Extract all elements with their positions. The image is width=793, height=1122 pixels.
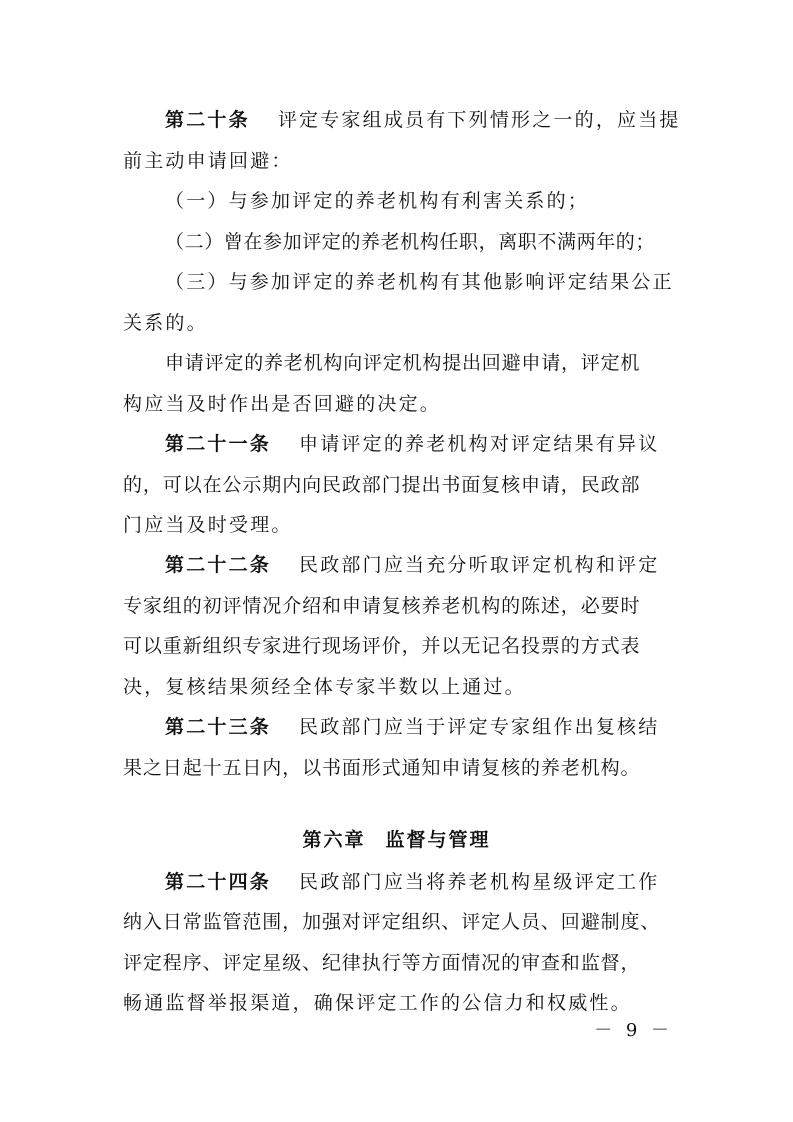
article-22-line-3: 可以重新组织专家进行现场评价，并以无记名投票的方式表	[123, 635, 641, 657]
article-21-line-1	[165, 432, 673, 456]
article-21-text-1: 申请评定的养老机构对评定结果有异议	[299, 433, 660, 455]
chapter-heading	[0, 828, 793, 852]
article-20-item-3b: 关系的。	[123, 312, 208, 334]
page-number: － 9 －	[594, 1020, 673, 1041]
article-20-item-3a: （三）与参加评定的养老机构有其他影响评定结果公正	[165, 271, 674, 293]
chapter-title: 监督与管理	[385, 829, 491, 851]
article-20-para-2a: 申请评定的养老机构向评定机构提出回避申请，评定机	[165, 352, 641, 374]
article-24-line-3: 评定程序、评定星级、纪律执行等方面情况的审查和监督，	[123, 952, 641, 974]
chapter-number: 第六章	[302, 829, 366, 851]
article-22-line-2: 专家组的初评情况介绍和申请复核养老机构的陈述，必要时	[123, 595, 641, 617]
article-24-heading: 第二十四条	[165, 871, 272, 893]
article-21-line-3: 门应当及时受理。	[123, 514, 293, 536]
article-23-line-1	[165, 715, 673, 739]
article-23-line-2: 果之日起十五日内，以书面形式通知申请复核的养老机构。	[123, 757, 641, 779]
article-20-item-2: （二）曾在参加评定的养老机构任职，离职不满两年的；	[165, 231, 656, 253]
article-20-text-1: 评定专家组成员有下列情形之一的，应当提	[277, 109, 681, 131]
article-20-para-2b: 构应当及时作出是否回避的决定。	[123, 393, 442, 415]
article-22-line-4: 决，复核结果须经全体专家半数以上通过。	[123, 676, 526, 698]
article-21-line-2: 的，可以在公示期内向民政部门提出书面复核申请，民政部	[123, 474, 641, 496]
article-22-line-1	[165, 553, 673, 577]
article-23-text-1: 民政部门应当于评定专家组作出复核结	[299, 716, 660, 738]
article-24-text-1: 民政部门应当将养老机构星级评定工作	[299, 871, 660, 893]
article-20-line-1	[165, 108, 681, 132]
article-24-line-4: 畅通监督举报渠道，确保评定工作的公信力和权威性。	[123, 992, 632, 1014]
article-23-heading: 第二十三条	[165, 716, 272, 738]
article-22-text-1: 民政部门应当充分听取评定机构和评定	[299, 554, 660, 576]
article-24-line-2: 纳入日常监管范围，加强对评定组织、评定人员、回避制度、	[123, 911, 661, 933]
article-21-heading: 第二十一条	[165, 433, 272, 455]
article-20-item-1: （一）与参加评定的养老机构有利害关系的；	[165, 190, 590, 212]
article-20-heading: 第二十条	[165, 109, 250, 131]
article-24-line-1	[165, 870, 673, 894]
article-20-line-2: 前主动申请回避：	[123, 150, 293, 172]
article-22-heading: 第二十二条	[165, 554, 272, 576]
